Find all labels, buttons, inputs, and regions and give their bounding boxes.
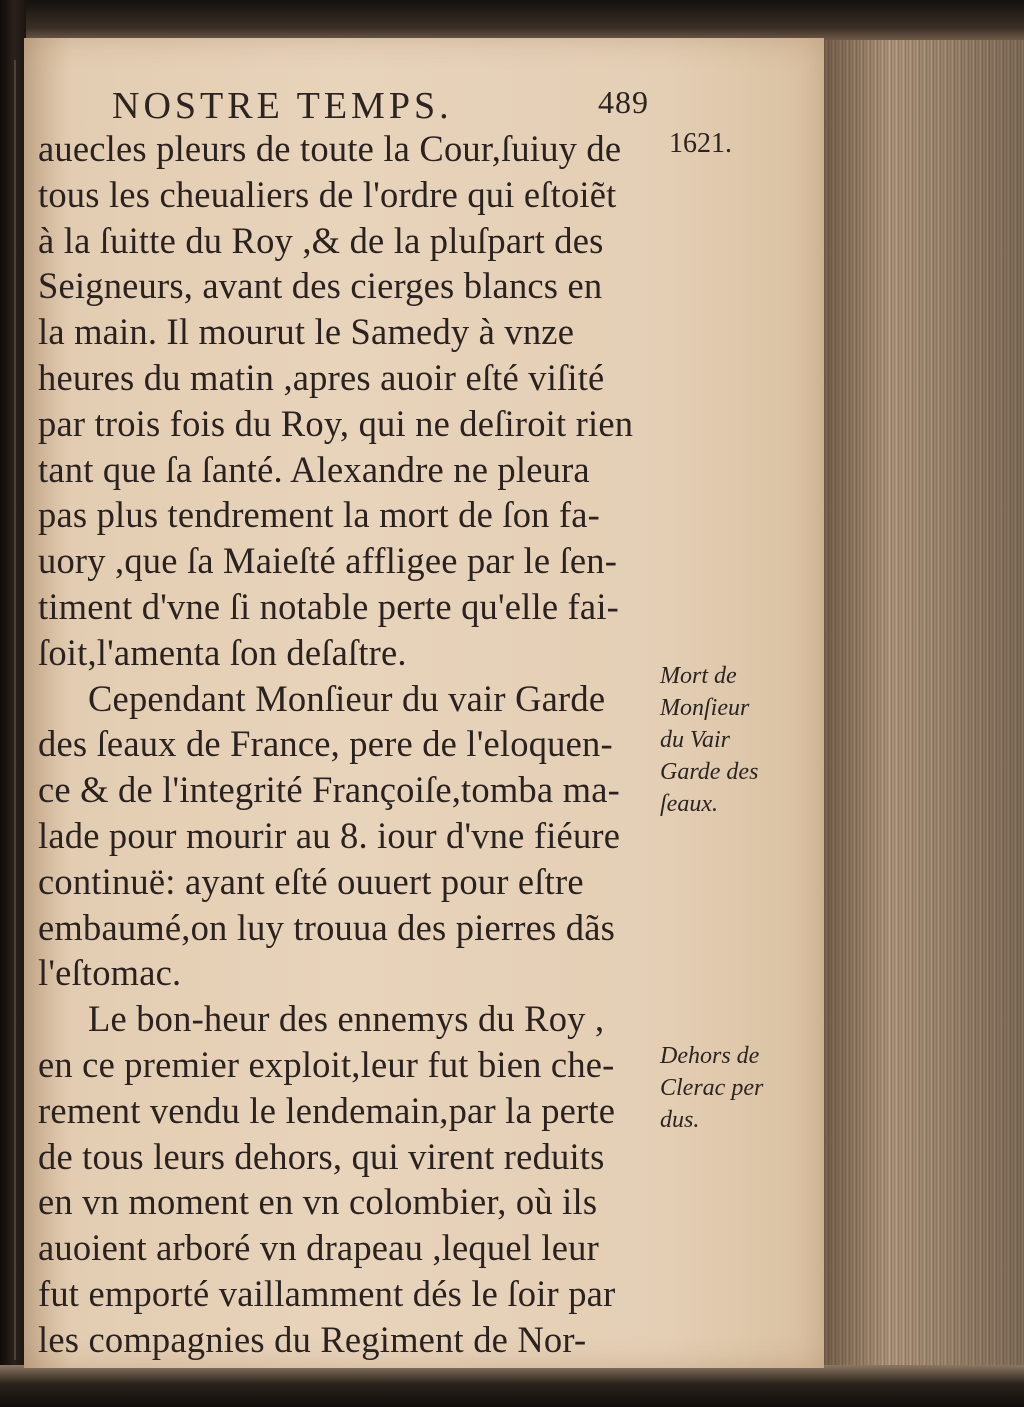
margin-note-line: ſeaux. — [660, 791, 718, 817]
text-line: ſoit,l'amenta ſon deſaſtre. — [38, 631, 407, 673]
text-line: de tous leurs dehors, qui virent reduits — [38, 1135, 605, 1177]
text-line: rement vendu le lendemain,par la perte — [38, 1089, 616, 1131]
margin-note-line: Monſieur — [660, 695, 750, 721]
text-line: par trois fois du Roy, qui ne deſiroit rien — [38, 402, 634, 444]
running-header — [112, 84, 672, 132]
text-line: des ſeaux de France, pere de l'eloquen- — [38, 723, 613, 765]
text-line: auecles pleurs de toute la Cour,ſuiuy de — [38, 128, 622, 169]
book-binding — [0, 0, 26, 1407]
text-line: timent d'vne ſi notable perte qu'elle fai- — [38, 585, 620, 627]
running-title: NOSTRE TEMPS. — [112, 85, 453, 127]
margin-note-line: Dehors de — [660, 1043, 760, 1069]
text-line: les compagnies du Regiment de Nor- — [38, 1318, 587, 1360]
text-line: embaumé,on luy trouua des pierres dãs — [38, 906, 616, 948]
text-line: uory ,que ſa Maieſté affligee par le ſen- — [38, 540, 618, 582]
margin-note-line: dus. — [660, 1107, 700, 1133]
text-line: heures du matin ,apres auoir eſté viſité — [38, 356, 605, 398]
text-line: la main. Il mourut le Samedy à vnze — [38, 311, 575, 353]
text-line: tous les cheualiers de l'ordre qui eſtoiẽt — [38, 173, 617, 215]
text-line: pas plus tendrement la mort de ſon fa- — [38, 494, 601, 536]
text-line: Le bon-heur des ennemys du Roy , — [88, 998, 605, 1040]
text-line: Seigneurs, avant des cierges blancs en — [38, 265, 603, 307]
bottom-shadow — [0, 1365, 1024, 1407]
text-line: fut emporté vaillamment dés le ſoir par — [38, 1272, 616, 1314]
text-line: en ce premier exploit,leur fut bien che- — [38, 1043, 615, 1085]
margin-note-line: du Vair — [660, 727, 731, 753]
text-line: tant que ſa ſanté. Alexandre ne pleura — [38, 448, 590, 490]
text-line: auoient arboré vn drapeau ,lequel leur — [38, 1227, 599, 1269]
text-line: en vn moment en vn colombier, où ils — [38, 1181, 598, 1223]
binding-edge — [14, 60, 16, 1360]
margin-note-line: Mort de — [660, 663, 737, 689]
main-text — [38, 126, 660, 1363]
text-line: Cependant Monſieur du vair Garde — [88, 677, 606, 719]
margin-note-line: Clerac per — [660, 1075, 764, 1101]
margin-year: 1621. — [669, 128, 732, 159]
margin-note-du-vair — [660, 660, 810, 820]
text-line: à la ſuitte du Roy ,& de la pluſpart des — [38, 219, 604, 261]
text-line: lade pour mourir au 8. iour d'vne fiéure — [38, 814, 621, 856]
top-shadow — [0, 0, 1024, 40]
text-line: l'eſtomac. — [38, 952, 182, 994]
page-number: 489 — [598, 84, 649, 120]
text-line: ce & de l'integrité Françoiſe,tomba ma- — [38, 769, 620, 811]
margin-note-clerac — [660, 1040, 810, 1136]
margin-note-line: Garde des — [660, 759, 759, 785]
text-line: continuë: ayant eſté ouuert pour eſtre — [38, 860, 584, 902]
page-stack-shadow — [818, 40, 1024, 1365]
